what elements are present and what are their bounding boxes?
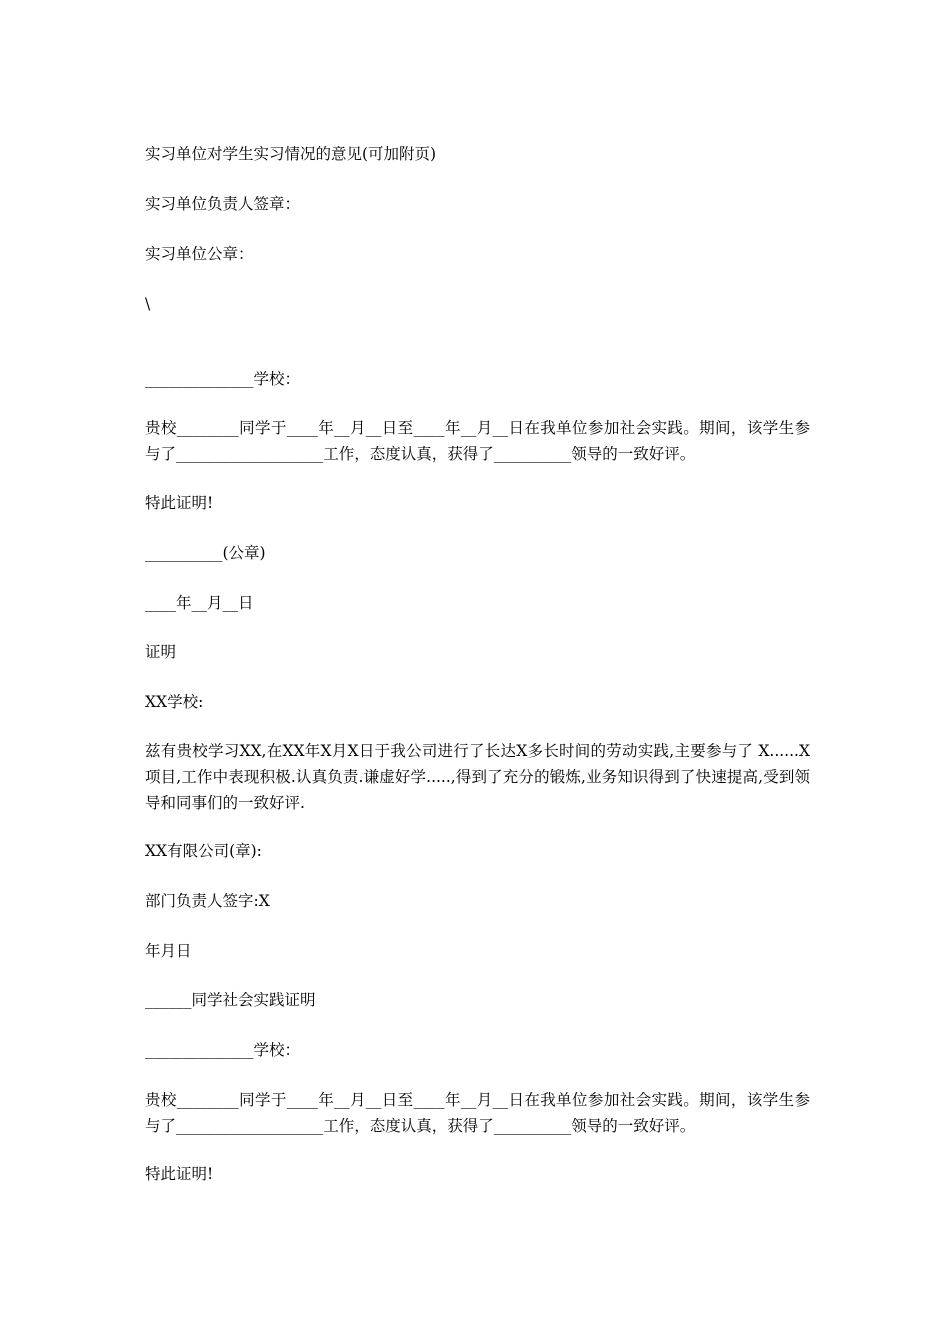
labor-practice-paragraph: 兹有贵校学习XX,在XX年X月X日于我公司进行了长达X多长时间的劳动实践,主要参与了 X......X 项目,工作中表现积极.认真负责.谦虚好学.....,得到了充分的锻炼,业务知识得到了快速提高,受到领导和同事们的一致好评. (145, 742, 815, 812)
certificate-body-paragraph-2: 贵校________同学于____年__月__日至____年__月__日在我单位参加社会实践。期间，该学生参与了___________________工作，态度认真，获得了__________领导的一致好评。 (145, 1091, 810, 1135)
date-placeholder-line: 年月日 (145, 942, 192, 960)
hereby-certify-line-2: 特此证明! (145, 1165, 214, 1183)
backslash-mark: \ (145, 295, 151, 313)
social-practice-certificate-title: ______同学社会实践证明 (145, 991, 316, 1009)
section-title-internship-opinion: 实习单位对学生实习情况的意见(可加附页) (145, 145, 437, 163)
certificate-body-paragraph: 贵校________同学于____年__月__日至____年__月__日在我单位参加社会实践。期间，该学生参与了___________________工作，态度认真，获得了__________领导的一致好评。 (145, 419, 810, 463)
addressee-school-line-2: ______________学校： (145, 1041, 301, 1059)
company-seal-label: XX有限公司(章): (145, 842, 262, 860)
xx-school-addressee: XX学校: (145, 693, 204, 711)
addressee-school-line: ______________学校： (145, 370, 301, 388)
date-line: ____年__月__日 (145, 594, 254, 612)
company-seal-line: 实习单位公章： (145, 245, 254, 263)
official-seal-line: __________(公章) (145, 544, 266, 562)
hereby-certify-line: 特此证明! (145, 494, 214, 512)
department-head-signature: 部门负责人签字:X (145, 892, 270, 910)
certificate-heading: 证明 (145, 643, 177, 661)
supervisor-signature-line: 实习单位负责人签章： (145, 195, 301, 213)
